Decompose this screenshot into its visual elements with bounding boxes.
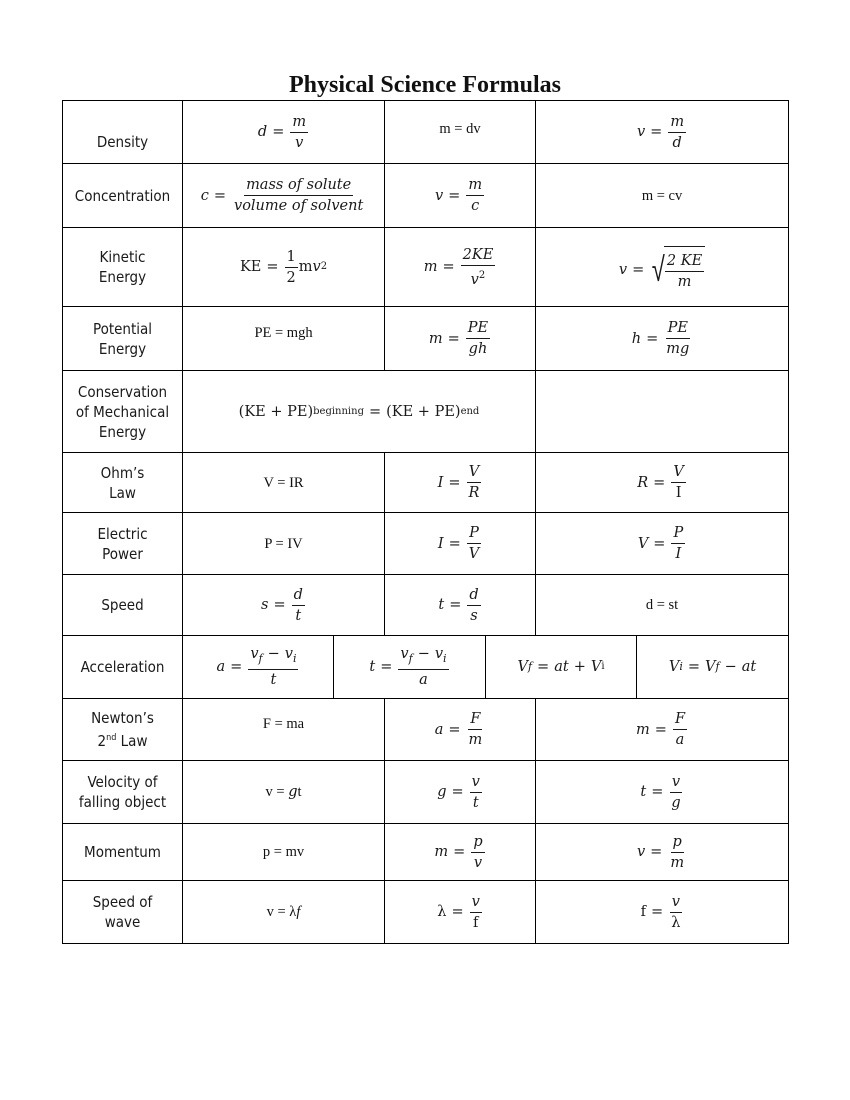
denominator: t <box>295 607 302 624</box>
denominator: c <box>471 198 480 214</box>
table-row-momentum <box>63 824 789 881</box>
formula-cell <box>486 636 637 699</box>
formula-cell <box>385 101 536 164</box>
term: V <box>590 659 602 675</box>
formula-cell <box>183 575 385 636</box>
table-row-conservation-energy <box>63 371 789 453</box>
formula: p = mv <box>262 844 305 860</box>
denominator: volume of solvent <box>234 198 364 214</box>
formula <box>669 657 756 677</box>
formula-part: v = <box>265 784 289 800</box>
numerator: 1 <box>285 248 298 268</box>
denominator: I <box>675 485 682 501</box>
formula-cell <box>536 761 789 824</box>
lhs: λ <box>437 904 447 920</box>
numerator: p <box>671 833 684 853</box>
formula <box>438 586 481 625</box>
denominator: m <box>670 854 685 871</box>
denominator: v <box>295 134 304 151</box>
row-label: Momentum <box>63 824 183 881</box>
lhs: d <box>257 124 268 140</box>
equals: = <box>651 904 664 920</box>
fraction <box>669 893 682 932</box>
equals: = <box>447 330 460 347</box>
formula <box>637 833 687 872</box>
denominator: λ <box>671 914 681 931</box>
subscript: i <box>601 661 605 672</box>
formula: PE = mgh <box>254 324 313 341</box>
formula-cell <box>385 881 536 944</box>
formula-cell <box>183 824 385 881</box>
numerator: mass of solute <box>244 176 353 196</box>
formula-cell <box>183 881 385 944</box>
numerator: PE <box>666 319 690 339</box>
formula-cell <box>536 881 789 944</box>
fraction <box>467 524 481 563</box>
formula-part: f <box>296 904 301 920</box>
table-row-newtons-second-law <box>63 699 789 761</box>
formula <box>638 524 686 563</box>
var: v <box>250 646 259 662</box>
subscript: i <box>679 660 683 673</box>
formula-cell <box>183 636 334 699</box>
formula <box>637 463 687 502</box>
table-row-electric-power <box>63 513 789 575</box>
lhs: I <box>437 474 444 491</box>
formula-cell <box>183 228 385 307</box>
numerator: F <box>468 710 482 730</box>
denominator: d <box>672 134 682 151</box>
formula: d = st <box>645 597 679 613</box>
equals: = <box>653 474 666 491</box>
lhs: R <box>637 474 649 491</box>
lhs: h <box>631 330 642 347</box>
equals: = <box>453 844 466 860</box>
numerator: m <box>668 113 686 133</box>
table-row-potential-energy <box>63 307 789 371</box>
formula-part: v = λ <box>266 904 297 920</box>
formula-cell <box>536 228 789 307</box>
equals: = <box>213 187 226 204</box>
formula <box>434 833 485 872</box>
equals: = <box>448 535 461 552</box>
formula-cell <box>536 699 789 761</box>
subscript: i <box>292 652 297 665</box>
fraction <box>285 248 298 287</box>
formula-cell <box>536 824 789 881</box>
lhs: m <box>434 844 449 860</box>
denominator: t <box>270 672 277 688</box>
table-row-velocity-falling-object <box>63 761 789 824</box>
formula-cell <box>536 453 789 513</box>
numerator: P <box>671 524 685 544</box>
lhs: s <box>261 597 269 613</box>
formula <box>369 645 449 689</box>
denominator: s <box>470 607 478 624</box>
formula <box>619 246 705 294</box>
fraction <box>467 710 485 749</box>
formula-table <box>62 100 789 944</box>
row-label: Concentration <box>63 164 183 228</box>
label-line: Newton’s <box>91 709 154 727</box>
numerator: F <box>673 710 687 730</box>
row-label <box>63 453 183 513</box>
formula-cell <box>385 824 536 881</box>
fraction <box>467 586 480 625</box>
subscript: i <box>443 652 447 665</box>
right-side: (KE + PE) <box>386 403 461 420</box>
fraction <box>398 645 448 689</box>
label-line: 2 <box>97 732 107 750</box>
mass-symbol: m <box>298 259 313 275</box>
fraction <box>467 463 482 502</box>
numerator: d <box>292 586 305 606</box>
equals: = <box>687 659 700 675</box>
lhs: V <box>637 535 649 552</box>
numerator: v <box>670 773 682 793</box>
var: v <box>400 646 409 662</box>
denominator-base: v <box>470 271 479 288</box>
formula <box>435 710 486 749</box>
table-row-kinetic-energy <box>63 228 789 307</box>
formula-cell <box>334 636 486 699</box>
equals: = <box>368 403 382 420</box>
subscript: f <box>715 660 720 673</box>
label-line: Kinetic <box>99 248 146 266</box>
equals: = <box>380 659 393 675</box>
numerator: P <box>467 524 481 544</box>
left-side: (KE + PE) <box>238 403 314 420</box>
fraction <box>664 319 691 358</box>
equals: = <box>650 124 663 140</box>
formula <box>636 710 688 749</box>
lhs: f <box>640 904 647 920</box>
formula-cell <box>385 761 536 824</box>
row-label <box>63 371 183 453</box>
formula-cell <box>536 307 789 371</box>
formula <box>261 586 306 625</box>
fraction <box>665 252 704 291</box>
denominator: a <box>675 732 685 748</box>
formula <box>517 657 604 677</box>
numerator: V <box>671 463 685 483</box>
formula <box>217 645 300 689</box>
label-line: Law <box>116 732 148 750</box>
equals: = <box>273 597 286 613</box>
formula <box>267 904 301 920</box>
formula <box>437 893 483 932</box>
formula: m = cv <box>641 187 683 204</box>
var: v <box>284 646 293 662</box>
lhs: v <box>618 262 628 278</box>
lhs: t <box>438 597 445 613</box>
formula: m = dv <box>439 121 481 137</box>
equals: = <box>230 659 243 675</box>
table-row-ohms-law <box>63 453 789 513</box>
numerator: d <box>467 586 480 606</box>
minus: − <box>417 646 430 662</box>
formula-cell <box>385 228 536 307</box>
formula-cell <box>536 164 789 228</box>
formula-cell <box>183 699 385 761</box>
row-label <box>63 101 183 164</box>
denominator: m <box>677 274 692 290</box>
row-label <box>63 699 183 761</box>
label-line: wave <box>104 913 141 931</box>
formula-cell <box>536 513 789 575</box>
numerator: m <box>290 113 308 133</box>
lhs: m <box>636 721 650 738</box>
denominator: V <box>468 546 480 562</box>
numerator: m <box>466 176 484 196</box>
label-line: Conservation <box>77 382 168 401</box>
denominator: v <box>473 854 483 871</box>
formula <box>640 773 683 812</box>
equals: = <box>537 659 550 675</box>
equals: = <box>449 597 462 613</box>
numerator: 2KE <box>461 246 496 266</box>
label-line: Energy <box>98 422 147 441</box>
numerator: PE <box>466 319 490 339</box>
formula <box>201 176 367 215</box>
row-label <box>63 513 183 575</box>
formula: F = ma <box>262 715 305 732</box>
lhs: t <box>640 784 647 800</box>
equals: = <box>448 187 461 204</box>
fraction <box>673 710 687 749</box>
equals: = <box>653 535 666 552</box>
fraction <box>466 176 484 215</box>
equals: = <box>266 259 279 275</box>
denominator: m <box>468 732 483 748</box>
numerator: v <box>670 893 682 913</box>
formula-cell <box>536 575 789 636</box>
radical-sign-icon: √ <box>652 250 666 290</box>
formula <box>438 524 482 563</box>
label-line: Energy <box>98 339 147 358</box>
lhs: V <box>517 659 528 675</box>
denominator: gh <box>468 341 488 357</box>
fraction <box>668 113 686 152</box>
fraction <box>471 833 484 872</box>
denominator: 2 <box>286 269 296 286</box>
table-row-density <box>63 101 789 164</box>
radicand <box>664 246 705 294</box>
numerator: V <box>467 463 481 483</box>
formula <box>424 246 497 289</box>
lhs: g <box>437 784 447 800</box>
term: at <box>554 659 569 675</box>
row-label: Speed <box>63 575 183 636</box>
fraction <box>461 246 496 289</box>
row-label <box>63 881 183 944</box>
formula-part: g <box>288 784 298 800</box>
label-line: Speed of <box>92 893 153 911</box>
page-title: Physical Science Formulas <box>289 72 561 98</box>
equals: = <box>448 721 461 738</box>
ordinal-suffix: nd <box>106 733 117 743</box>
denominator: mg <box>666 341 690 357</box>
fraction <box>470 893 482 932</box>
formula <box>240 248 327 287</box>
empty-cell <box>536 371 789 453</box>
formula-cell <box>183 101 385 164</box>
label-line: Ohm’s <box>100 463 145 482</box>
label-line: Electric <box>97 524 148 543</box>
formula <box>632 319 693 358</box>
equals: = <box>654 721 667 738</box>
lhs: c <box>200 187 209 204</box>
fraction <box>470 773 482 812</box>
denominator: f <box>473 914 479 931</box>
formula <box>438 463 483 502</box>
equals: = <box>646 330 659 347</box>
formula <box>239 402 480 422</box>
equals: = <box>451 904 464 920</box>
label-line: Velocity of <box>87 773 158 791</box>
equals: = <box>650 844 663 860</box>
fraction <box>232 176 365 215</box>
row-label <box>63 761 183 824</box>
label-line: Energy <box>98 268 147 286</box>
equals: = <box>451 784 464 800</box>
equals: = <box>632 262 645 278</box>
formula-cell <box>536 101 789 164</box>
label-line: of Mechanical <box>75 402 170 421</box>
plus: + <box>573 659 586 675</box>
lhs: m <box>423 259 438 275</box>
lhs: v <box>636 844 646 860</box>
row-label: Acceleration <box>63 636 183 699</box>
label-line: Potential <box>92 319 153 338</box>
lhs: V <box>668 659 680 675</box>
row-label <box>63 228 183 307</box>
formula-cell <box>385 307 536 371</box>
denominator: R <box>468 485 480 501</box>
table-row-acceleration <box>63 636 789 699</box>
formula: P = IV <box>264 535 303 552</box>
subscript: end <box>460 405 480 417</box>
formula-part: t <box>297 784 302 800</box>
table-row-speed-of-wave <box>63 881 789 944</box>
lhs: v <box>636 124 646 140</box>
formula <box>641 893 684 932</box>
fraction <box>671 524 685 563</box>
fraction <box>669 773 682 812</box>
fraction <box>671 463 685 502</box>
row-label <box>63 307 183 371</box>
numerator: 2 KE <box>665 252 704 272</box>
velocity-symbol: v <box>312 259 321 275</box>
exponent: 2 <box>320 261 328 272</box>
label-line: Power <box>102 544 143 563</box>
label-line: falling object <box>78 793 167 811</box>
formula-cell <box>183 513 385 575</box>
formula-cell <box>385 164 536 228</box>
label-text: Density <box>96 133 149 151</box>
formula <box>435 176 485 215</box>
formula <box>437 773 483 812</box>
lhs: m <box>428 330 443 347</box>
subscript: f <box>258 652 263 665</box>
formula-cell <box>183 307 385 371</box>
formula <box>429 319 491 358</box>
minus: − <box>267 646 280 662</box>
equals: = <box>651 784 664 800</box>
denominator: t <box>472 794 479 811</box>
denominator: a <box>419 672 428 688</box>
formula-cell <box>385 513 536 575</box>
formula-cell <box>385 575 536 636</box>
formula-cell <box>183 164 385 228</box>
exponent: 2 <box>478 269 486 281</box>
subscript: f <box>527 660 533 673</box>
fraction <box>292 586 305 625</box>
lhs: I <box>437 535 444 552</box>
lhs: a <box>434 721 444 738</box>
formula-cell <box>637 636 789 699</box>
formula-cell <box>183 453 385 513</box>
numerator <box>398 645 448 670</box>
lhs: t <box>369 659 376 675</box>
formula-cell <box>385 453 536 513</box>
fraction <box>466 319 490 358</box>
subscript: f <box>408 652 413 665</box>
formula-cell <box>385 699 536 761</box>
table-row-speed <box>63 575 789 636</box>
term: at <box>741 659 757 675</box>
square-root <box>649 246 705 294</box>
formula: V = IR <box>263 474 304 491</box>
fraction <box>248 645 298 689</box>
equals: = <box>272 124 285 140</box>
fraction <box>668 833 686 872</box>
lhs: v <box>434 187 444 204</box>
numerator <box>248 645 298 670</box>
equals: = <box>448 474 461 491</box>
denominator <box>469 266 488 289</box>
fraction <box>290 113 308 152</box>
lhs: KE <box>239 259 262 275</box>
denominator: I <box>675 546 682 562</box>
numerator: p <box>471 833 484 853</box>
numerator: v <box>470 773 482 793</box>
formula <box>258 113 309 152</box>
formula <box>637 113 687 152</box>
numerator: v <box>470 893 482 913</box>
formula-cell <box>183 761 385 824</box>
var: v <box>434 646 444 662</box>
label-line: Law <box>109 483 136 502</box>
table-row-concentration <box>63 164 789 228</box>
formula-cell <box>183 371 536 453</box>
subscript: beginning <box>313 405 364 417</box>
term: V <box>705 659 716 675</box>
equals: = <box>442 259 455 275</box>
denominator: g <box>671 794 681 811</box>
formula <box>266 784 302 800</box>
minus: − <box>724 659 737 675</box>
lhs: a <box>216 659 226 675</box>
